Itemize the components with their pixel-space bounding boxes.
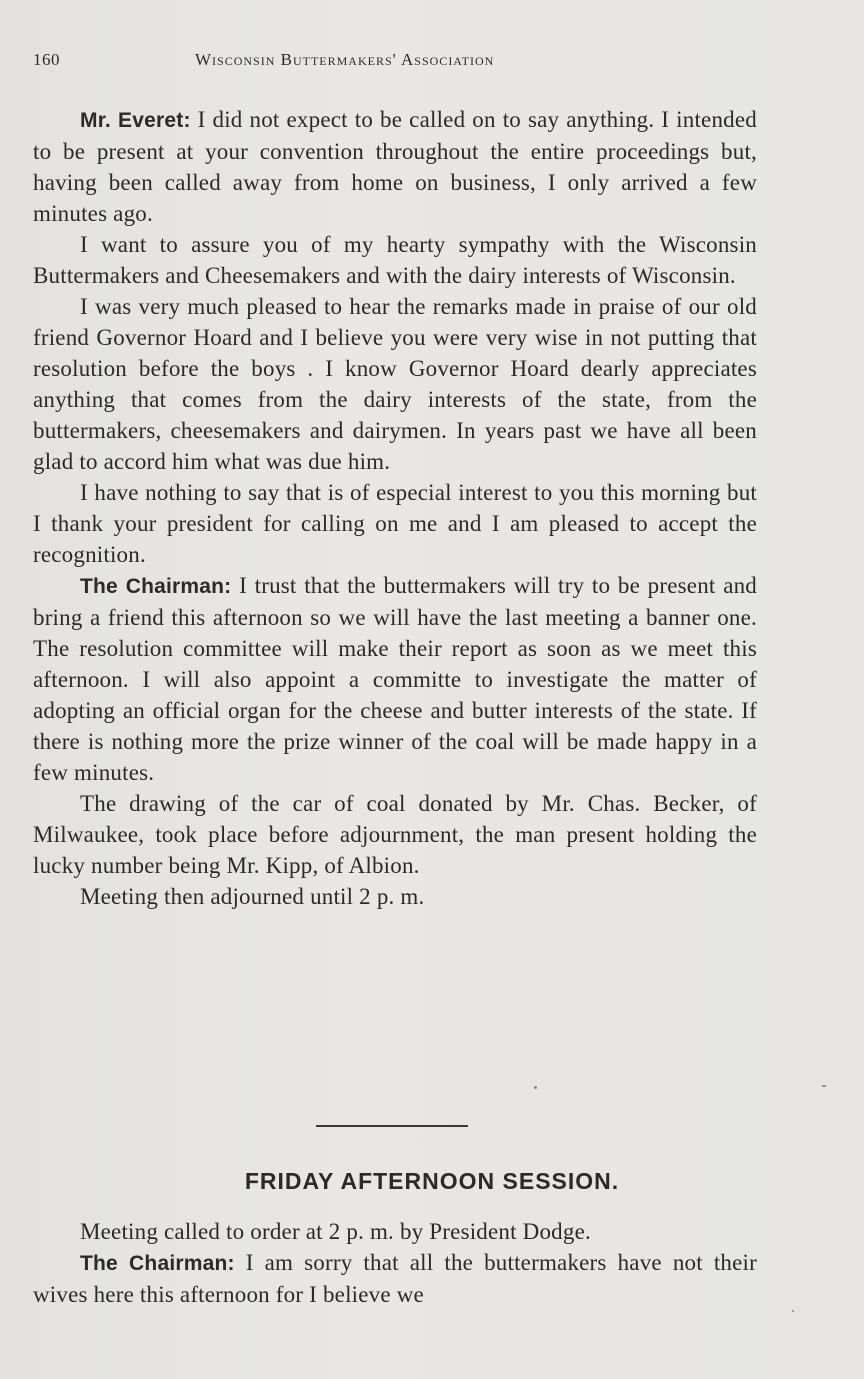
paragraph-text: The drawing of the car of coal donated by Mr. Chas. Becker, of Milwaukee, took place before adjournment, the man present holding the lucky number being Mr. Kipp, of Albion.	[33, 791, 757, 878]
paper-speck	[534, 1086, 537, 1089]
paragraph	[33, 788, 757, 881]
paragraph-text: I trust that the buttermakers will try to be present and bring a friend this afternoon so we will have the last meeting a banner one. The resolution committee will make their report as soon as we meet this afternoon. I will also appoint a committe to investigate the matter of adopting an official organ for the cheese and butter interests of the state. If there is nothing more the prize winner of the coal will be made happy in a few minutes.	[33, 573, 758, 785]
speaker-name: The Chairman:	[80, 575, 232, 598]
paragraph	[33, 477, 757, 570]
paragraph	[33, 881, 757, 912]
paragraph-text: I did not expect to be called on to say anything. I intended to be present at your convention throughout the entire proceedings but, having been called away from home on business, I only arrived a few minutes ago.	[33, 107, 757, 226]
paragraph-text: I am sorry that all the buttermakers have not their wives here this afternoon for I believe we	[33, 1250, 757, 1307]
speaker-name: The Chairman:	[80, 1252, 235, 1275]
running-head-title: Wisconsin Buttermakers' Association	[195, 50, 495, 69]
paragraph-text: I have nothing to say that is of especial interest to you this morning but I thank your president for calling on me and I am pleased to accept the recognition.	[33, 480, 757, 567]
section-divider	[316, 1125, 468, 1127]
body-text	[33, 104, 757, 912]
section-heading: FRIDAY AFTERNOON SESSION.	[244, 1168, 620, 1194]
section-body-text	[33, 1216, 757, 1310]
paragraph-text: Meeting then adjourned until 2 p. m.	[80, 884, 425, 909]
paragraph	[33, 1247, 757, 1310]
paper-speck	[792, 1310, 794, 1312]
paragraph	[33, 1216, 757, 1247]
paragraph-text: I was very much pleased to hear the remarks made in praise of our old friend Governor Hoard and I believe you were very wise in not putting that resolution before the boys . I know Governor Hoard dearly appreciates anything that comes from the dairy interests of the state, from the buttermakers, cheesemakers and dairymen. In years past we have all been glad to accord him what was due him.	[33, 294, 757, 474]
paragraph	[33, 570, 757, 788]
paragraph-text: I want to assure you of my hearty sympathy with the Wisconsin Buttermakers and Cheesemakers and with the dairy interests of Wisconsin.	[33, 232, 757, 288]
paragraph	[33, 229, 757, 291]
paragraph-text: Meeting called to order at 2 p. m. by President Dodge.	[80, 1219, 591, 1244]
page-number: 160	[33, 50, 60, 69]
paper-speck	[822, 1085, 826, 1087]
running-head	[33, 50, 804, 76]
paragraph	[33, 291, 757, 477]
paragraph	[33, 104, 757, 229]
speaker-name: Mr. Everet:	[80, 109, 191, 132]
